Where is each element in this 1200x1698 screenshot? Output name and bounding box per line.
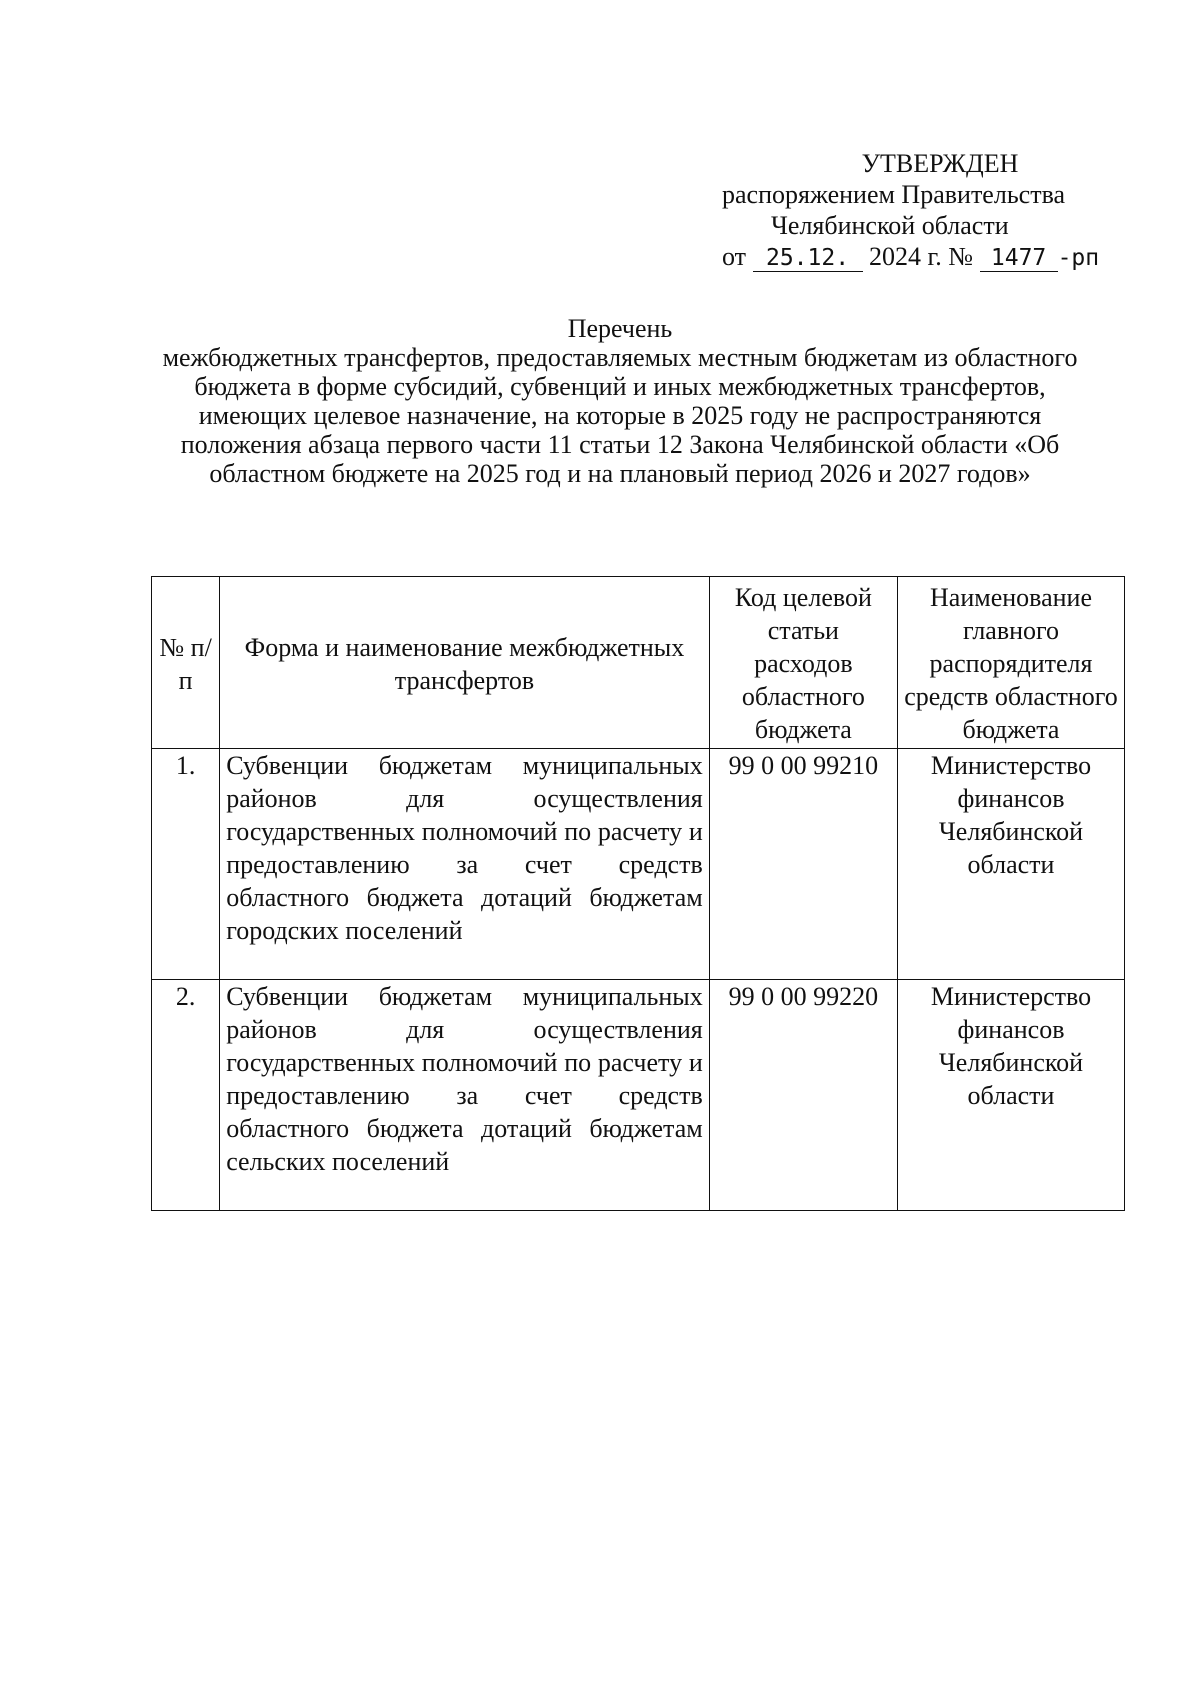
row-code: 99 0 00 99210 [709, 749, 897, 980]
header-num: № п/п [152, 577, 220, 749]
document-heading [150, 314, 1090, 488]
header-admin: Наименование главного распорядителя средств областного бюджета [898, 577, 1125, 749]
row-admin: Министерство финансов Челябинской области [898, 749, 1125, 980]
approval-region: Челябинской области [771, 211, 1009, 240]
heading-title: Перечень [567, 314, 673, 343]
number-field: 1477 [980, 245, 1058, 272]
date-field: 25.12. [753, 245, 863, 272]
heading-body: межбюджетных трансфертов, предоставляемых местным бюджетам из областного бюджета в форме субсидий, субвенций и иных межбюджетных трансфертов, имеющих целевое назначение, на которые в 2025 году не распространяются положения абзаца первого части 11 статьи 12 Закона Челябинской области «Об областном бюджете на 2025 год и на плановый период 2026 и 2027 годов» [162, 343, 1078, 488]
header-form: Форма и наименование межбюджетных трансфертов [220, 577, 710, 749]
table-row [152, 980, 1125, 1211]
number-suffix: -рп [1057, 245, 1100, 271]
row-num: 2. [152, 980, 220, 1211]
row-admin: Министерство финансов Челябинской области [898, 980, 1125, 1211]
header-code: Код целевой статьи расходов областного бюджета [709, 577, 897, 749]
year-label: 2024 г. [869, 242, 942, 271]
number-label: № [948, 242, 974, 271]
approval-issuer: распоряжением Правительства [722, 180, 1066, 209]
approval-date-number [722, 241, 1160, 274]
approval-title: УТВЕРЖДЕН [861, 149, 1019, 178]
table-header-row [152, 577, 1125, 749]
table-row [152, 749, 1125, 980]
row-form: Субвенции бюджетам муниципальных районов для осуществления государственных полномочий по расчету и предоставлению за счет средств областного бюджета дотаций бюджетам городских поселений [220, 749, 710, 980]
transfers-table [151, 576, 1125, 1211]
row-num: 1. [152, 749, 220, 980]
approval-stamp [700, 148, 1160, 274]
row-form: Субвенции бюджетам муниципальных районов для осуществления государственных полномочий по расчету и предоставлению за счет средств областного бюджета дотаций бюджетам сельских поселений [220, 980, 710, 1211]
from-label: от [722, 242, 747, 271]
row-code: 99 0 00 99220 [709, 980, 897, 1211]
